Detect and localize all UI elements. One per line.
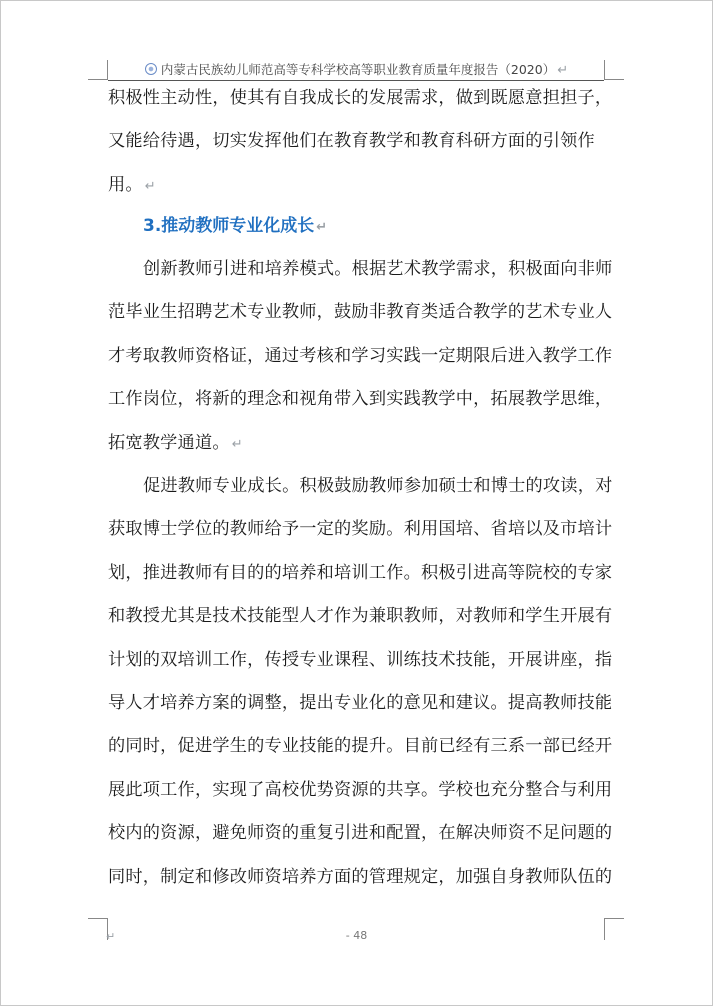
text-line: 积极性主动性，使其有自我成长的发展需求，做到既愿意担担子， xyxy=(108,88,613,108)
text-line-wrap xyxy=(108,422,605,465)
text-line: 范毕业生招聘艺术专业教师，鼓励非教育类适合教学的艺术专业人 xyxy=(108,302,613,323)
paragraph-mark-icon: ↵ xyxy=(231,436,243,452)
text-line: 同时，制定和修改师资培养方面的管理规定，加强自身教师队伍的 xyxy=(108,866,613,887)
paragraph-mark-icon: ↵ xyxy=(557,63,569,78)
text-line: 计划的双培训工作，传授专业课程、训练技术技能，开展讲座，指 xyxy=(108,649,613,670)
text-line: 校内的资源，避免师资的重复引进和配置，在解决师资不足问题的 xyxy=(108,823,613,844)
text-line: 才考取教师资格证，通过考核和学习实践一定期限后进入教学工作 xyxy=(108,345,613,366)
text-line-wrap xyxy=(108,164,605,207)
text-line: 的同时，促进学生的专业技能的提升。目前已经有三系一部已经开 xyxy=(108,736,613,757)
text-line: 创新教师引进和培养模式。根据艺术教学需求，积极面向非师 xyxy=(143,259,613,279)
page-header xyxy=(0,60,713,78)
section-heading-text: 3.推动教师专业化成长 xyxy=(143,216,315,236)
text-line: 用。 xyxy=(108,174,143,195)
footer-paragraph-mark-icon: ↵ xyxy=(106,930,116,943)
paragraph-3 xyxy=(108,465,613,899)
text-line: 导人才培养方案的调整，提出专业化的意见和建议。提高教师技能 xyxy=(108,692,613,713)
paragraph-mark-icon: ↵ xyxy=(316,220,328,235)
page-number: - 48 xyxy=(345,929,368,942)
text-line: 又能给待遇，切实发挥他们在教育教学和教育科研方面的引领作 xyxy=(108,131,595,152)
paragraph-1 xyxy=(108,77,613,207)
school-logo-icon xyxy=(145,63,157,75)
text-line: 拓宽教学通道。 xyxy=(108,432,230,453)
header-title: 内蒙古民族幼儿师范高等专科学校高等职业教育质量年度报告（2020） xyxy=(160,62,556,77)
text-line: 划，推进教师有目的的培养和培训工作。积极引进高等院校的专家 xyxy=(108,562,613,583)
paragraph-2 xyxy=(108,248,613,465)
text-line: 促进教师专业成长。积极鼓励教师参加硕士和博士的攻读，对 xyxy=(143,476,613,496)
text-line: 展此项工作，实现了高校优势资源的共享。学校也充分整合与利用 xyxy=(108,779,613,800)
text-line: 工作岗位，将新的理念和视角带入到实践教学中，拓展教学思维， xyxy=(108,389,613,410)
section-heading xyxy=(143,206,327,248)
text-line: 和教授尤其是技术技能型人才作为兼职教师，对教师和学生开展有 xyxy=(108,606,613,627)
text-line: 获取博士学位的教师给予一定的奖励。利用国培、省培以及市培计 xyxy=(108,519,613,540)
paragraph-mark-icon: ↵ xyxy=(144,178,156,194)
